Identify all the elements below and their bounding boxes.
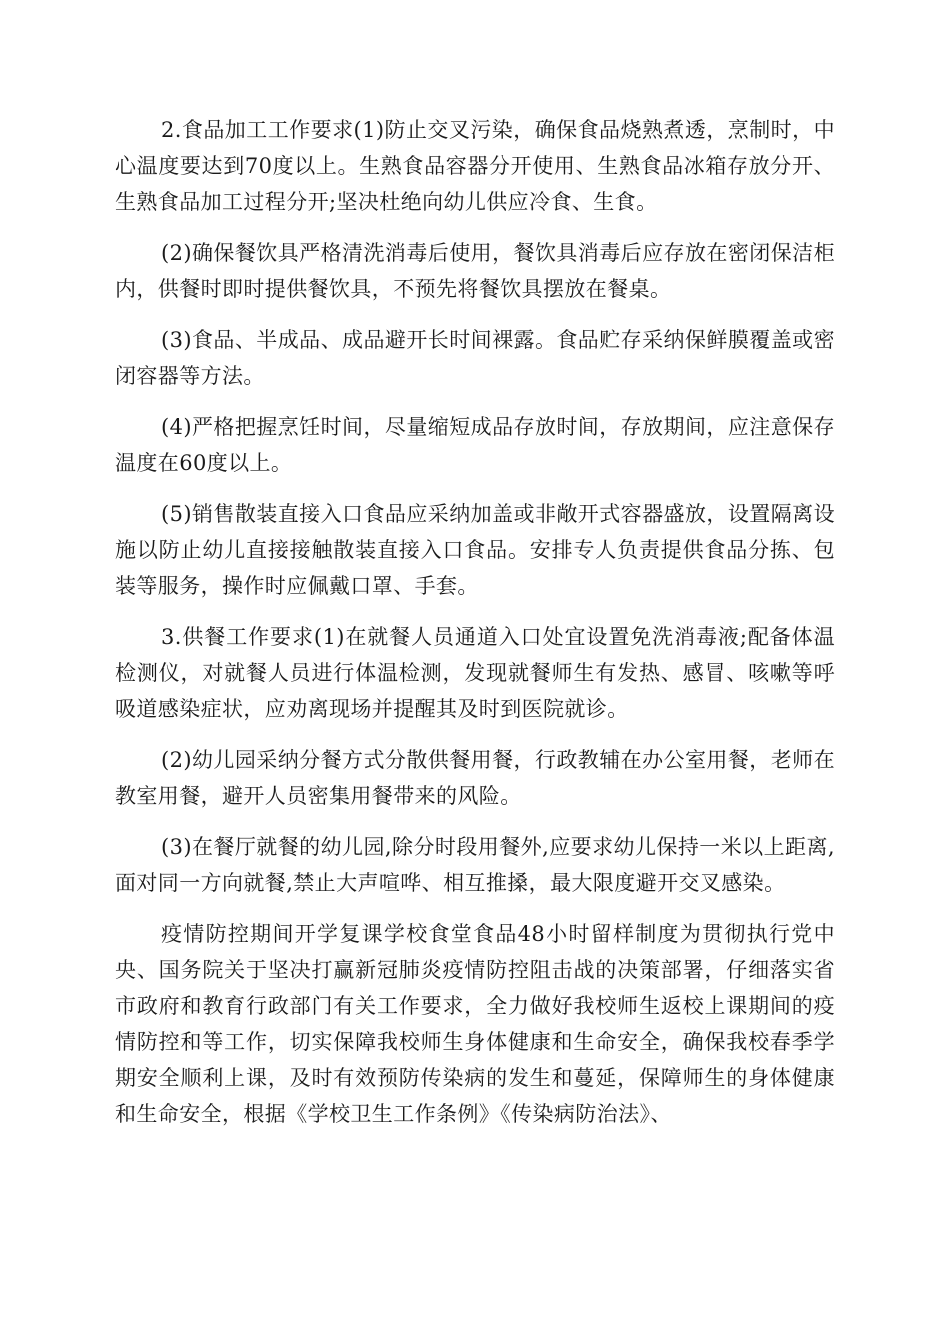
paragraph-sample-retention: 疫情防控期间开学复课学校食堂食品48小时留样制度为贯彻执行党中央、国务院关于坚决打赢新冠肺炎疫情防控阻击战的决策部署，仔细落实省市政府和教育行政部门有关工作要求，全力做好我校师生返校上课期间的疫情防控和等工作，切实保障我校师生身体健康和生命安全，确保我校春季学期安全顺利上课，及时有效预防传染病的发生和蔓延，保障师生的身体健康和生命安全，根据《学校卫生工作条例》《传染病防治法》、 — [115, 922, 835, 1126]
paragraph-food-processing: 2.食品加工工作要求(1)防止交叉污染，确保食品烧熟煮透，烹制时，中心温度要达到70度以上。生熟食品容器分开使用、生熟食品冰箱存放分开、生熟食品加工过程分开;坚决杜绝向幼儿供应冷食、生食。 — [115, 118, 835, 214]
paragraph-meal-service: 3.供餐工作要求(1)在就餐人员通道入口处宜设置免洗消毒液;配备体温检测仪，对就餐人员进行体温检测，发现就餐师生有发热、感冒、咳嗽等呼吸道感染症状，应劝离现场并提醒其及时到医院就诊。 — [115, 625, 835, 721]
paragraph-tableware: (2)确保餐饮具严格清洗消毒后使用，餐饮具消毒后应存放在密闭保洁柜内，供餐时即时提供餐饮具，不预先将餐饮具摆放在餐桌。 — [115, 241, 835, 301]
paragraph-bulk-food: (5)销售散装直接入口食品应采纳加盖或非敞开式容器盛放，设置隔离设施以防止幼儿直接接触散装直接入口食品。安排专人负责提供食品分拣、包装等服务，操作时应佩戴口罩、手套。 — [115, 502, 835, 598]
paragraph-separate-dining: (2)幼儿园采纳分餐方式分散供餐用餐，行政教辅在办公室用餐，老师在教室用餐，避开人员密集用餐带来的风险。 — [115, 748, 835, 808]
paragraph-cooking-time: (4)严格把握烹饪时间，尽量缩短成品存放时间，存放期间，应注意保存温度在60度以上。 — [115, 415, 835, 475]
paragraph-exposure: (3)食品、半成品、成品避开长时间裸露。食品贮存采纳保鲜膜覆盖或密闭容器等方法。 — [115, 328, 835, 388]
document-body — [115, 112, 835, 1147]
paragraph-canteen-distance: (3)在餐厅就餐的幼儿园,除分时段用餐外,应要求幼儿保持一米以上距离,面对同一方向就餐,禁止大声喧哗、相互推搡，最大限度避开交叉感染。 — [115, 835, 835, 895]
